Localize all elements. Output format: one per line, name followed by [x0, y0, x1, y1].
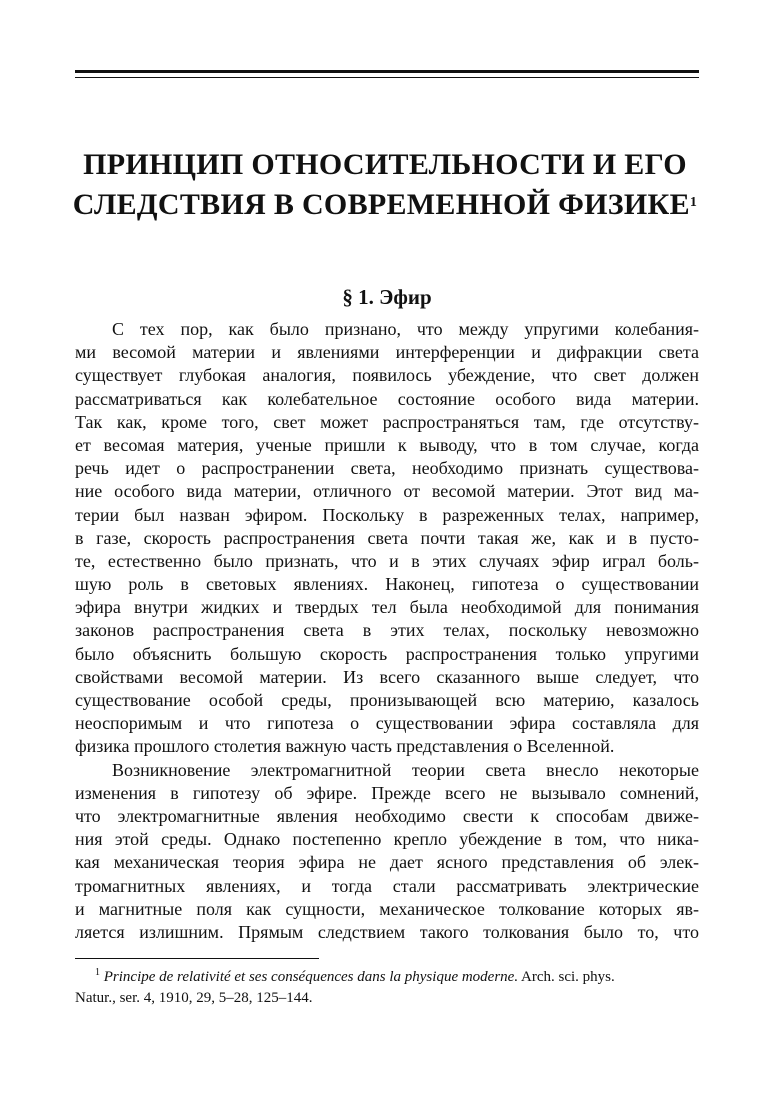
text-line: рассматриваться как колебательное состояние особого вида материи. — [75, 388, 699, 409]
text-line: ние особого вида материи, отличного от весомой материи. Этот вид ма- — [75, 481, 699, 502]
section-heading: § 1. Эфир — [342, 285, 432, 309]
text-line: было объяснить большую скорость распространения только упругими — [75, 643, 699, 664]
text-line: шую роль в световых явлениях. Наконец, гипотеза о существовании — [75, 574, 699, 595]
text-line: законов распространения света в этих телах, поскольку невозможно — [75, 620, 699, 641]
footnote — [75, 962, 699, 1009]
text-line: Возникновение электромагнитной теории света внесло некоторые — [112, 759, 699, 780]
text-line: те, естественно было признать, что и в этих случаях эфир играл боль- — [75, 550, 699, 571]
text-line: ет весомая материя, ученые пришли к выводу, что в том случае, когда — [75, 434, 699, 455]
text-line: свойствами весомой материи. Из всего сказанного выше следует, что — [75, 666, 699, 687]
body-text — [75, 318, 699, 944]
footnote-mark: 1 — [95, 967, 100, 978]
text-line: эфира внутри жидких и твердых тел была необходимой для понимания — [75, 597, 699, 618]
footnote-title: Principe de relativité et ses conséquences dans la physique moderne. — [103, 969, 519, 985]
text-line: и магнитные поля как сущности, механическое толкование которых яв- — [75, 898, 699, 919]
text-line: речь идет о распространении света, необходимо признать существова- — [75, 458, 699, 479]
chapter-title — [40, 145, 730, 225]
text-line: физика прошлого столетия важную часть представления о Вселенной. — [75, 736, 615, 757]
text-line: что электромагнитные явления необходимо свести к способам движе- — [75, 805, 699, 826]
footnote-rule — [75, 958, 319, 959]
title-footnote-mark[interactable]: 1 — [689, 195, 698, 210]
text-line: ния этой среды. Однако постепенно крепло убеждение в том, что ника- — [75, 829, 699, 850]
title-line-2-text: СЛЕДСТВИЯ В СОВРЕМЕННОЙ ФИЗИКЕ — [72, 188, 690, 221]
text-line: С тех пор, как было признано, что между упругими колебания- — [112, 319, 699, 339]
header-rule-thick — [75, 70, 699, 73]
text-line: тромагнитных явлениях, и тогда стали рассматривать электрические — [75, 875, 699, 896]
text-line: неоспоримым и что гипотеза о существовании эфира составляла для — [75, 713, 699, 734]
title-line-2 — [40, 185, 730, 225]
title-line-1: ПРИНЦИП ОТНОСИТЕЛЬНОСТИ И ЕГО — [83, 148, 687, 181]
paragraph — [75, 318, 699, 759]
footnote-line-1 — [75, 962, 699, 988]
text-line: терии был назван эфиром. Поскольку в разреженных телах, например, — [75, 504, 699, 525]
text-line: в газе, скорость распространения света почти такая же, как и в пусто- — [75, 527, 699, 548]
text-line: Так как, кроме того, свет может распространяться там, где отсутству- — [75, 411, 699, 432]
text-line: ляется излишним. Прямым следствием такого толкования было то, что — [75, 921, 699, 942]
text-line: существует глубокая аналогия, появилось убеждение, что свет должен — [75, 365, 699, 386]
footnote-line-2: Natur., ser. 4, 1910, 29, 5–28, 125–144. — [75, 990, 313, 1006]
text-line: существование особой среды, пронизывающей всю материю, казалось — [75, 690, 699, 710]
text-line: изменения в гипотезу об эфире. Прежде всего не вызывало сомнений, — [75, 782, 699, 803]
header-rule-thin — [75, 77, 699, 78]
footnote-source: Arch. sci. phys. — [518, 969, 615, 985]
text-line: ми весомой материи и явлениями интерференции и дифракции света — [75, 342, 699, 363]
paragraph — [75, 759, 699, 945]
text-line: кая механическая теория эфира не дает ясного представления об элек- — [75, 852, 699, 873]
